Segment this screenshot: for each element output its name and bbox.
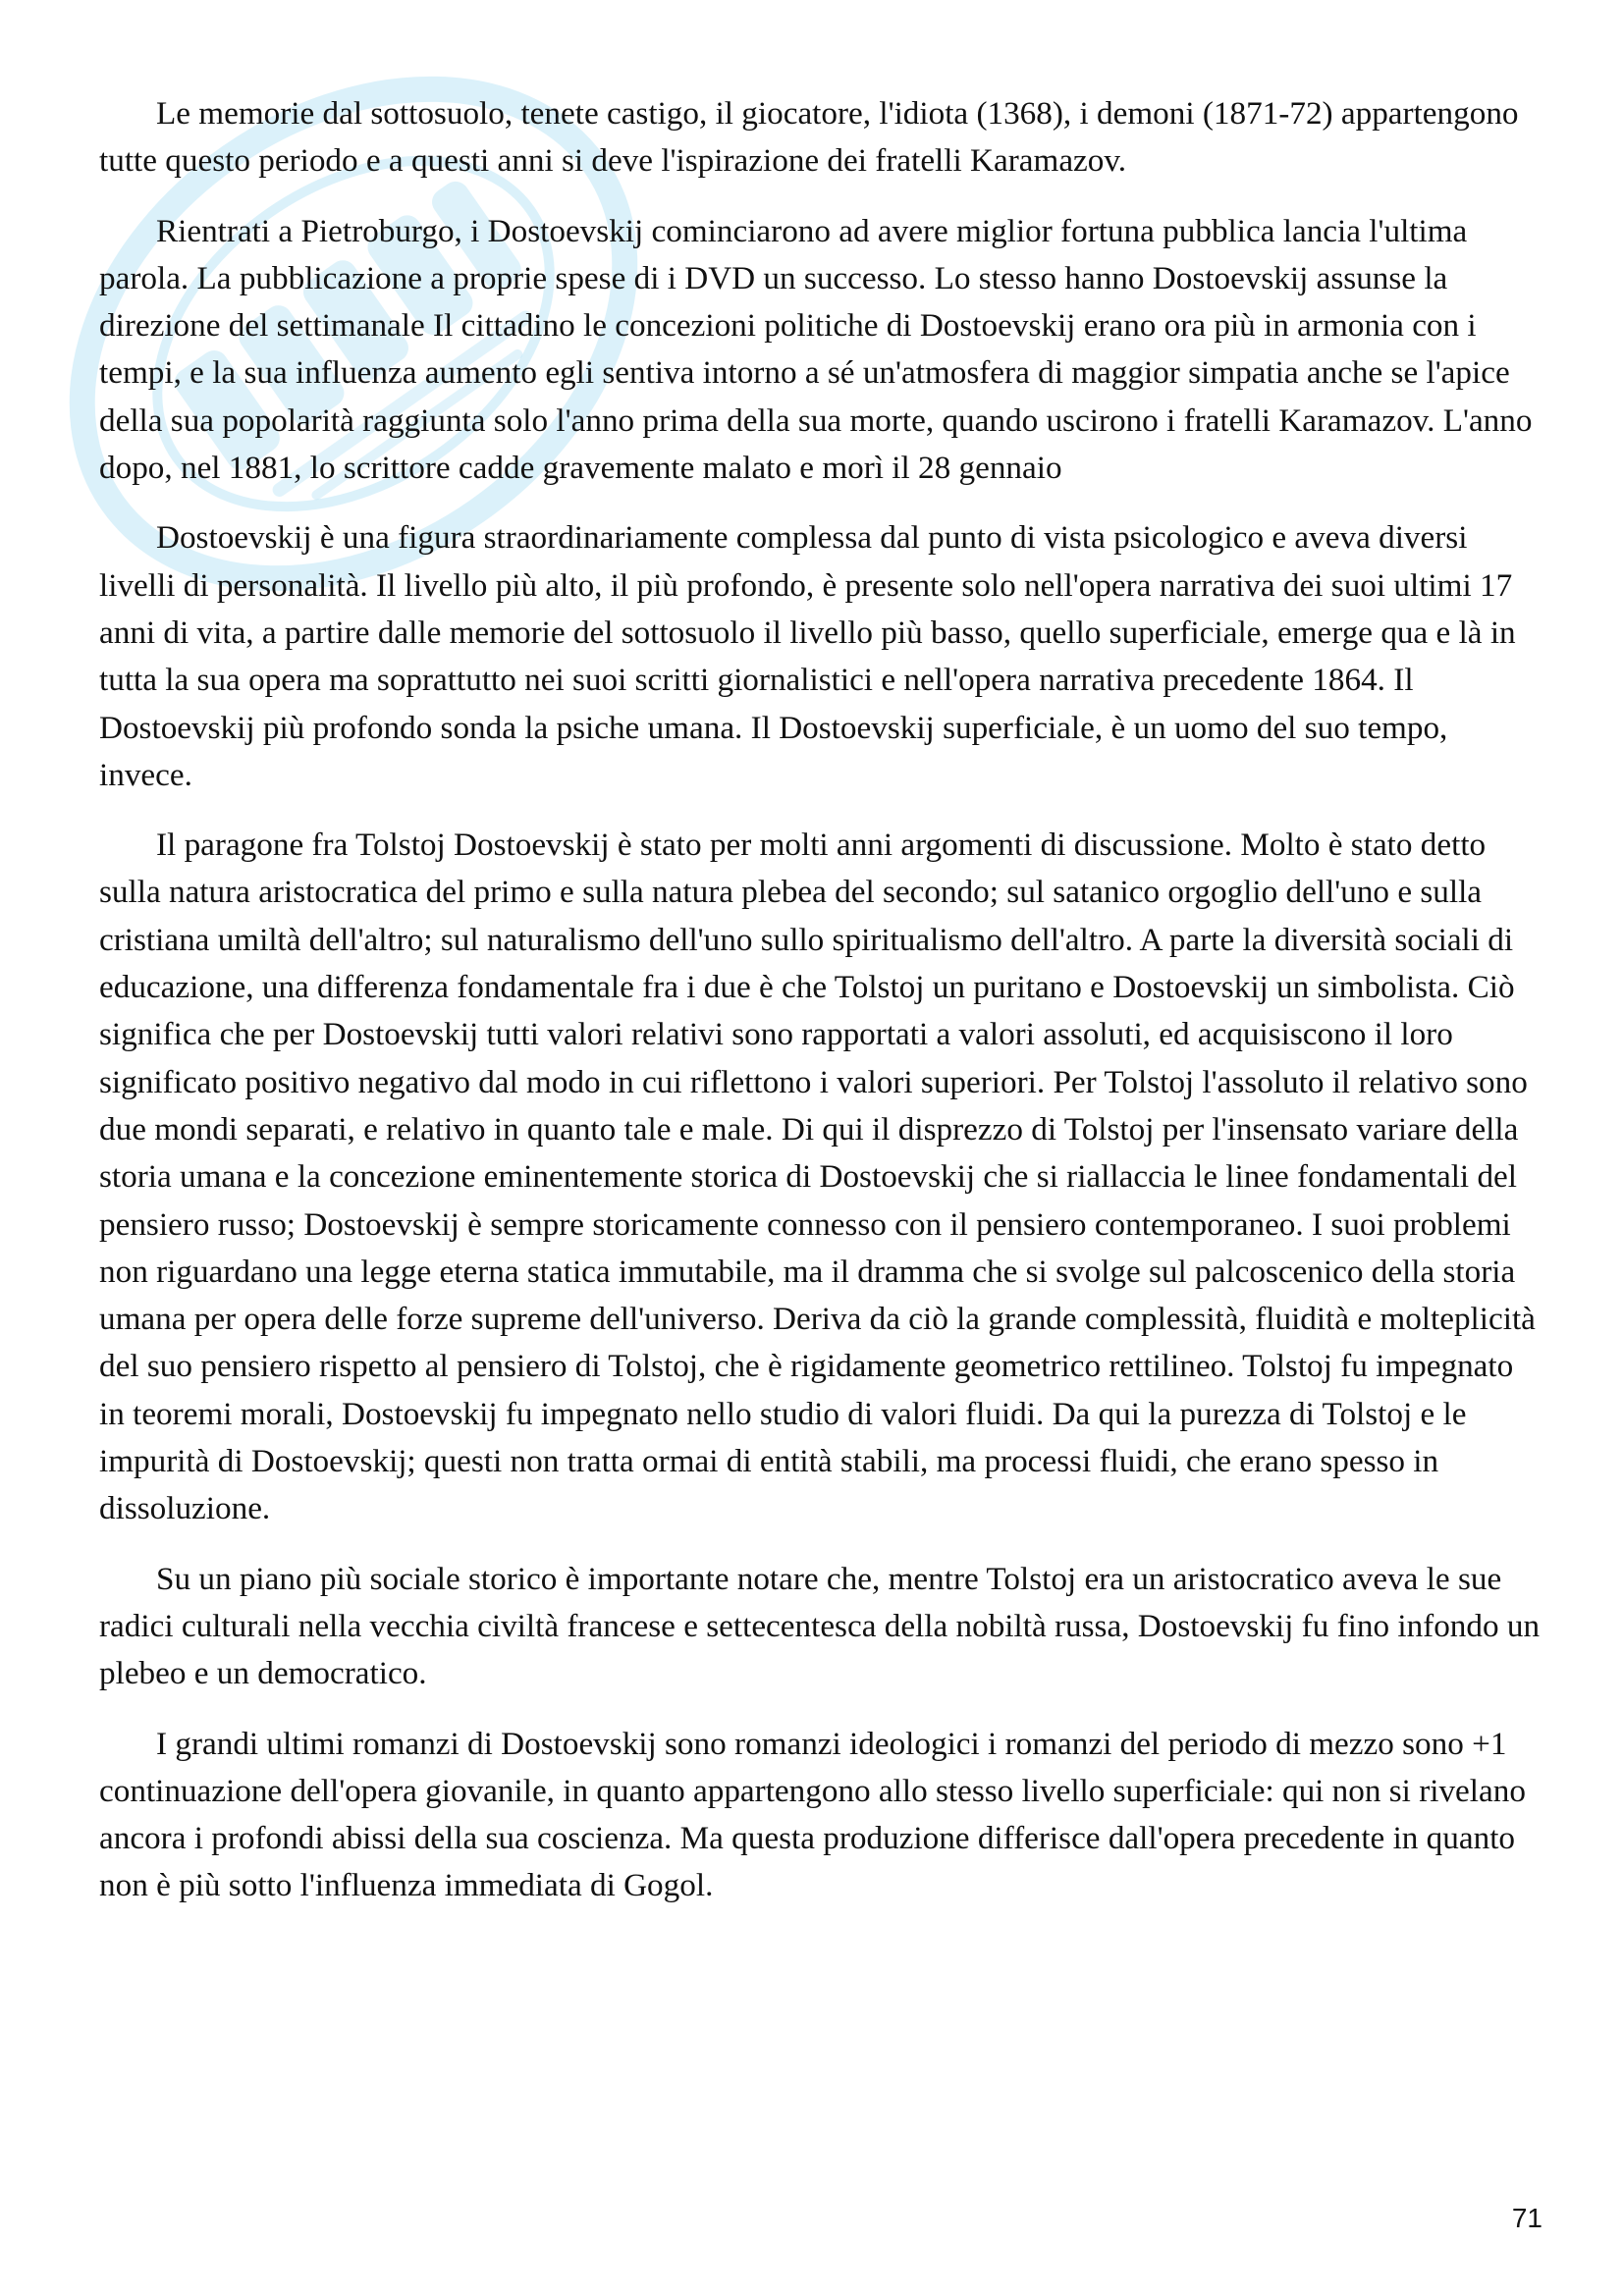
paragraph: Su un piano più sociale storico è importante notare che, mentre Tolstoj era un aristocratico aveva le sue radici culturali nella vecchia civiltà francese e settecentesca della nobiltà russa, Dostoevskij fu fino infondo un plebeo e un democratico. (99, 1560, 1541, 1692)
paragraph: Dostoevskij è una figura straordinariamente complessa dal punto di vista psicologico e aveva diversi livelli di personalità. Il livello più alto, il più profondo, è presente solo nell'opera narrativa dei suoi ultimi 17 anni di vita, a partire dalle memorie del sottosuolo il livello più basso, quello superficiale, emerge qua e là in tutta la sua opera ma soprattutto nei suoi scritti giornalistici e nell'opera narrativa precedente 1864. Il Dostoevskij più profondo sonda la psiche umana. Il Dostoevskij superficiale, è un uomo del suo tempo, invece. (99, 519, 1516, 793)
paragraph: Rientrati a Pietroburgo, i Dostoevskij cominciarono ad avere miglior fortuna pubblica lancia l'ultima parola. La pubblicazione a proprie spese di i DVD un successo. Lo stesso hanno Dostoevskij assunse la direzione del settimanale Il cittadino le concezioni politiche di Dostoevskij erano ora più in armonia con i tempi, e la sua influenza aumento egli sentiva intorno a sé un'atmosfera di maggior simpatia anche se l'apice della sua popolarità raggiunta solo l'anno prima della sua morte, quando uscirono i fratelli Karamazov. L'anno dopo, nel 1881, lo scrittore cadde gravemente malato e morì il 28 gennaio (99, 212, 1533, 487)
document-body (99, 90, 1542, 1933)
paragraph: I grandi ultimi romanzi di Dostoevskij sono romanzi ideologici i romanzi del periodo di mezzo sono +1 continuazione dell'opera giovanile, in quanto appartengono allo stesso livello superficiale: qui non si rivelano ancora i profondi abissi della sua coscienza. Ma questa produzione differisce dall'opera precedente in quanto non è più sotto l'influenza immediata di Gogol. (99, 1725, 1526, 1904)
page-number: 71 (1511, 2203, 1542, 2233)
paragraph: Il paragone fra Tolstoj Dostoevskij è stato per molti anni argomenti di discussione. Molto è stato detto sulla natura aristocratica del primo e sulla natura plebea del secondo; sul satanico orgoglio dell'uno e sulla cristiana umiltà dell'altro; sul naturalismo dell'uno sullo spiritualismo dell'altro. A parte la diversità sociali di educazione, una differenza fondamentale fra i due è che Tolstoj un puritano e Dostoevskij un simbolista. Ciò significa che per Dostoevskij tutti valori relativi sono rapportati a valori assoluti, ed acquisiscono il loro significato positivo negativo dal modo in cui riflettono i valori superiori. Per Tolstoj l'assoluto il relativo sono due mondi separati, e relativo in quanto tale e male. Di qui il disprezzo di Tolstoj per l'insensato variare della storia umana e la concezione eminentemente storica di Dostoevskij che si riallaccia le linee fondamentali del pensiero russo; Dostoevskij è sempre storicamente connesso con il pensiero contemporaneo. I suoi problemi non riguardano una legge eterna statica immutabile, ma il dramma che si svolge sul palcoscenico della storia umana per opera delle forze supreme dell'universo. Deriva da ciò la grande complessità, fluidità e molteplicità del suo pensiero rispetto al pensiero di Tolstoj, che è rigidamente geometrico rettilineo. Tolstoj fu impegnato in teoremi morali, Dostoevskij fu impegnato nello studio di valori fluidi. Da qui la purezza di Tolstoj e le impurità di Dostoevskij; questi non tratta ormai di entità stabili, ma processi fluidi, che erano spesso in dissoluzione. (99, 827, 1536, 1527)
paragraph: Le memorie dal sottosuolo, tenete castigo, il giocatore, l'idiota (1368), i demoni (1871-72) appartengono tutte questo periodo e a questi anni si deve l'ispirazione dei fratelli Karamazov. (99, 95, 1519, 180)
